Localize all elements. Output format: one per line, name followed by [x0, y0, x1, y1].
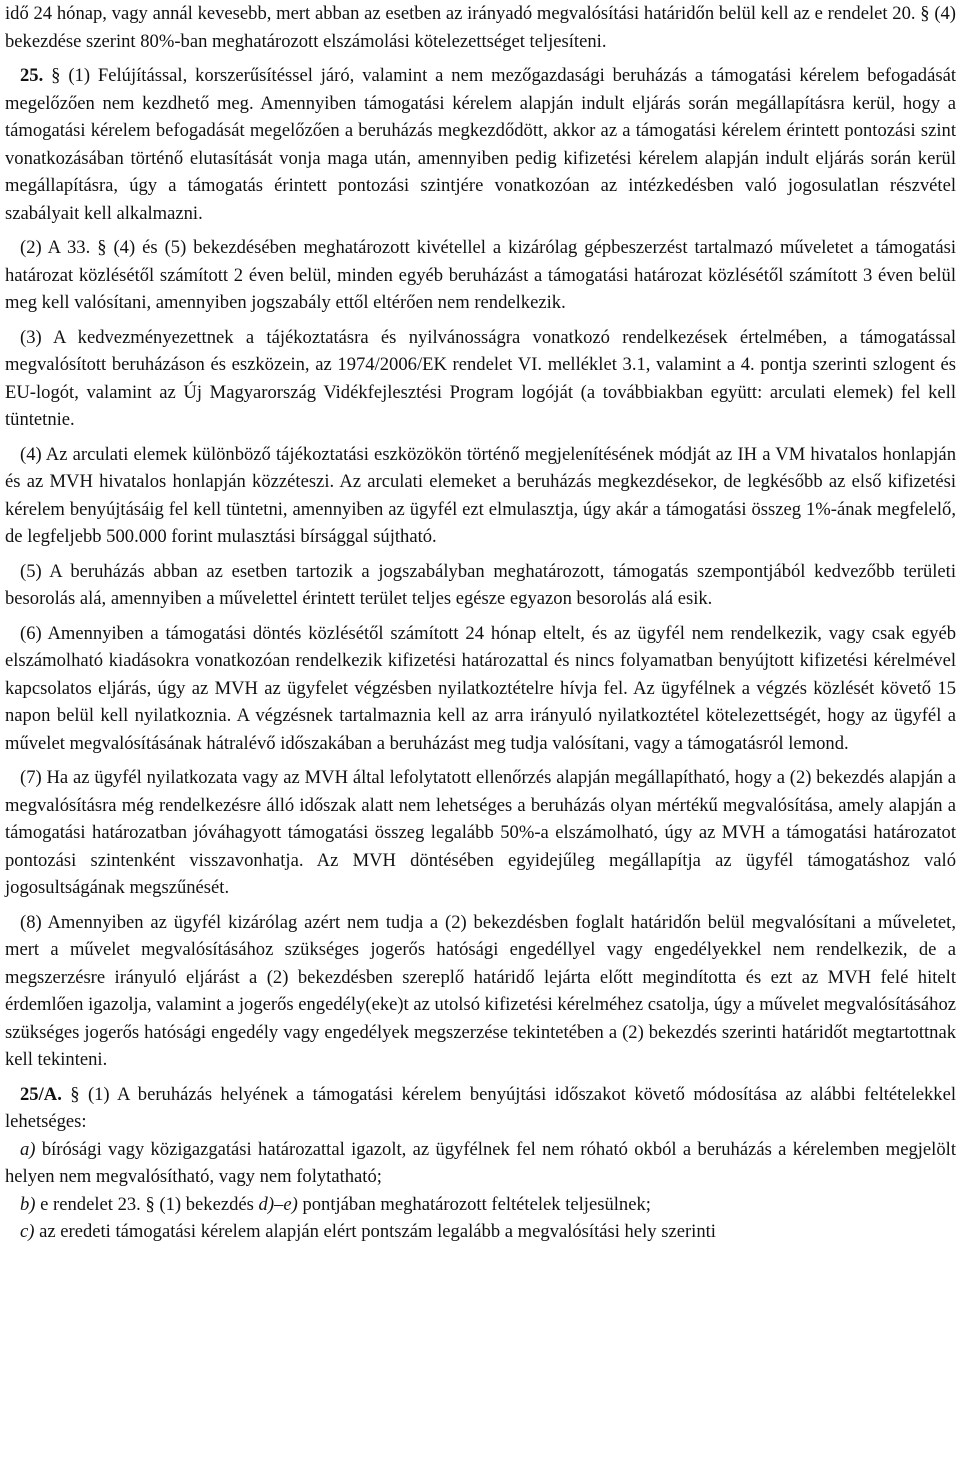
section-25-paragraph-8: [5, 909, 956, 1074]
paragraph-text: § (1) A beruházás helyének a támogatási kérelem benyújtási időszakot követő módosítása az alábbi feltételekkel lehetséges:: [5, 1083, 956, 1132]
paragraph-text: (8) Amennyiben az ügyfél kizárólag azért nem tudja a (2) bekezdésben foglalt határidőn belül megvalósítani a műveletet, mert a művelet megvalósításához szükséges jogerős hatósági engedéllyel vagy engedélyekkel nem rendelkezik, de a megszerzésre irányuló eljárást a (2) bekezdésben szereplő határidő lejárta előtt megindította és ezt az MVH felé hitelt érdemlően igazolja, valamint a jogerős engedély(eke)t az utolsó kifizetési kérelméhez csatolja, úgy a művelet megvalósításához szükséges jogerős hatósági engedély vagy engedélyek megszerzése tekintetében a (2) bekezdés szerinti határidőt megtartottnak kell tekinteni.: [5, 911, 957, 1070]
list-item-c: [5, 1218, 956, 1246]
section-number: 25/A.: [20, 1083, 62, 1105]
list-marker: c): [20, 1221, 35, 1242]
list-item-text-pre: e rendelet 23. § (1) bekezdés: [40, 1193, 254, 1215]
list-item-text-post: pontjában meghatározott feltételek teljesülnek;: [302, 1193, 651, 1215]
paragraph-text: idő 24 hónap, vagy annál kevesebb, mert abban az esetben az irányadó megvalósítási határidőn belül kell az e rendelet 20. § (4) bekezdése szerint 80%-ban meghatározott elszámolási kötelezettséget teljesíteni.: [5, 3, 956, 52]
section-25-paragraph-1: [5, 62, 956, 227]
list-item-range: d)–e): [258, 1193, 298, 1215]
paragraph-text: (6) Amennyiben a támogatási döntés közlésétől számított 24 hónap eltelt, és az ügyfél nem rendelkezik, vagy csak egyéb elszámolható kiadásokra vonatkozóan rendelkezik kifizetési határozattal és nincs folyamatban benyújtott kifizetési kérelmével kapcsolatos eljárás, úgy az MVH az ügyfelet végzésben nyilatkoztételre hívja fel. Az ügyfélnek a végzés közlését követő 15 napon belül kell nyilatkoznia. A végzésnek tartalmaznia kell az arra irányuló nyilatkoztétel kötelezettségét, hogy az ügyfél a művelet megvalósításának hátralévő időszakában a beruházást meg tudja valósítani, vagy a támogatásról lemond.: [5, 622, 956, 754]
paragraph-text: (2) A 33. § (4) és (5) bekezdésében meghatározott kivétellel a kizárólag gépbeszerzést tartalmazó műveletet a támogatási határozat közlésétől számított 2 éven belül, minden egyéb beruházást a támogatási határozat közlésétől számított 3 éven belül meg kell valósítani, amennyiben jogszabály ettől eltérően nem rendelkezik.: [5, 237, 956, 313]
list-item-text: bírósági vagy közigazgatási határozattal igazolt, az ügyfélnek fel nem róható okból a beruházás a kérelemben megjelölt helyen nem megvalósítható, vagy nem folytatható;: [5, 1138, 956, 1187]
section-25-paragraph-6: [5, 620, 956, 758]
paragraph-text: (5) A beruházás abban az esetben tartozik a jogszabályban meghatározott, támogatás szempontjából kedvezőbb területi besorolás alá, amennyiben a művelettel érintett terület teljes egésze egyazon besorolás alá esik.: [5, 560, 956, 609]
paragraph-continuation: [5, 0, 956, 55]
paragraph-text: (3) A kedvezményezettnek a tájékoztatásra és nyilvánosságra vonatkozó rendelkezések értelmében, a támogatással megvalósított beruházáson és eszközein, az 1974/2006/EK rendelet VI. melléklet 3.1, valamint a 4. pontja szerinti szlogent és EU-logót, valamint az Új Magyarország Vidékfejlesztési Program logóját (a továbbiakban együtt: arculati elemek) fel kell tüntetnie.: [5, 326, 956, 430]
list-item-text: az eredeti támogatási kérelem alapján elért pontszám legalább a megvalósítási hely szerinti: [39, 1221, 716, 1242]
section-number: 25.: [20, 65, 44, 86]
list-item-b: [5, 1191, 956, 1219]
paragraph-text: (7) Ha az ügyfél nyilatkozata vagy az MVH által lefolytatott ellenőrzés alapján megállapítható, hogy a (2) bekezdés alapján a megvalósításra még rendelkezésre álló időszak alatt nem lehetséges a beruházás olyan mértékű megvalósítása, amely alapján a támogatási határozatban jóváhagyott támogatási összeg legalább 50%-a elszámolható, úgy az MVH a támogatási határozatot pontozási szintenként visszavonhatja. Az MVH döntésében egyidejűleg megállapítja az ügyfél támogatáshoz való jogosultságának megszűnését.: [5, 767, 956, 898]
section-25a-paragraph-1: [5, 1081, 956, 1136]
list-item-a: [5, 1136, 956, 1191]
list-marker: a): [20, 1138, 36, 1160]
section-25-paragraph-3: [5, 324, 956, 434]
section-25-paragraph-4: [5, 441, 956, 551]
paragraph-text: § (1) Felújítással, korszerűsítéssel járó, valamint a nem mezőgazdasági beruházás a támogatási kérelem befogadását megelőzően nem kezdhető meg. Amennyiben támogatási kérelem alapján indult eljárás során megállapításra kerül, hogy a támogatási kérelem befogadását megelőzően a beruházás megkezdődött, akkor az a támogatási kérelem érintett pontozási szint vonatkozásában történő elutasítását vonja maga után, amennyiben pedig kifizetési kérelem alapján indult eljárás során kerül megállapításra, úgy a támogatás érintett pontozási szintjére vonatkozóan az intézkedésben való jogosulatlan részvétel szabályait kell alkalmazni.: [5, 65, 956, 224]
list-marker: b): [20, 1193, 36, 1215]
paragraph-text: (4) Az arculati elemek különböző tájékoztatási eszközökön történő megjelenítésének módját az IH a VM hivatalos honlapján és az MVH hivatalos honlapján közzéteszi. Az arculati elemeket a beruházás megkezdésekor, de legkésőbb az első kifizetési kérelem benyújtásáig fel kell tüntetni, amennyiben az ügyfél ezt elmulasztja, úgy akár a támogatási összeg 1%-ának megfelelő, de legfeljebb 500.000 forint mulasztási bírsággal sújtható.: [5, 443, 956, 547]
section-25-paragraph-7: [5, 764, 956, 902]
section-25-paragraph-2: [5, 234, 956, 317]
section-25-paragraph-5: [5, 558, 956, 613]
